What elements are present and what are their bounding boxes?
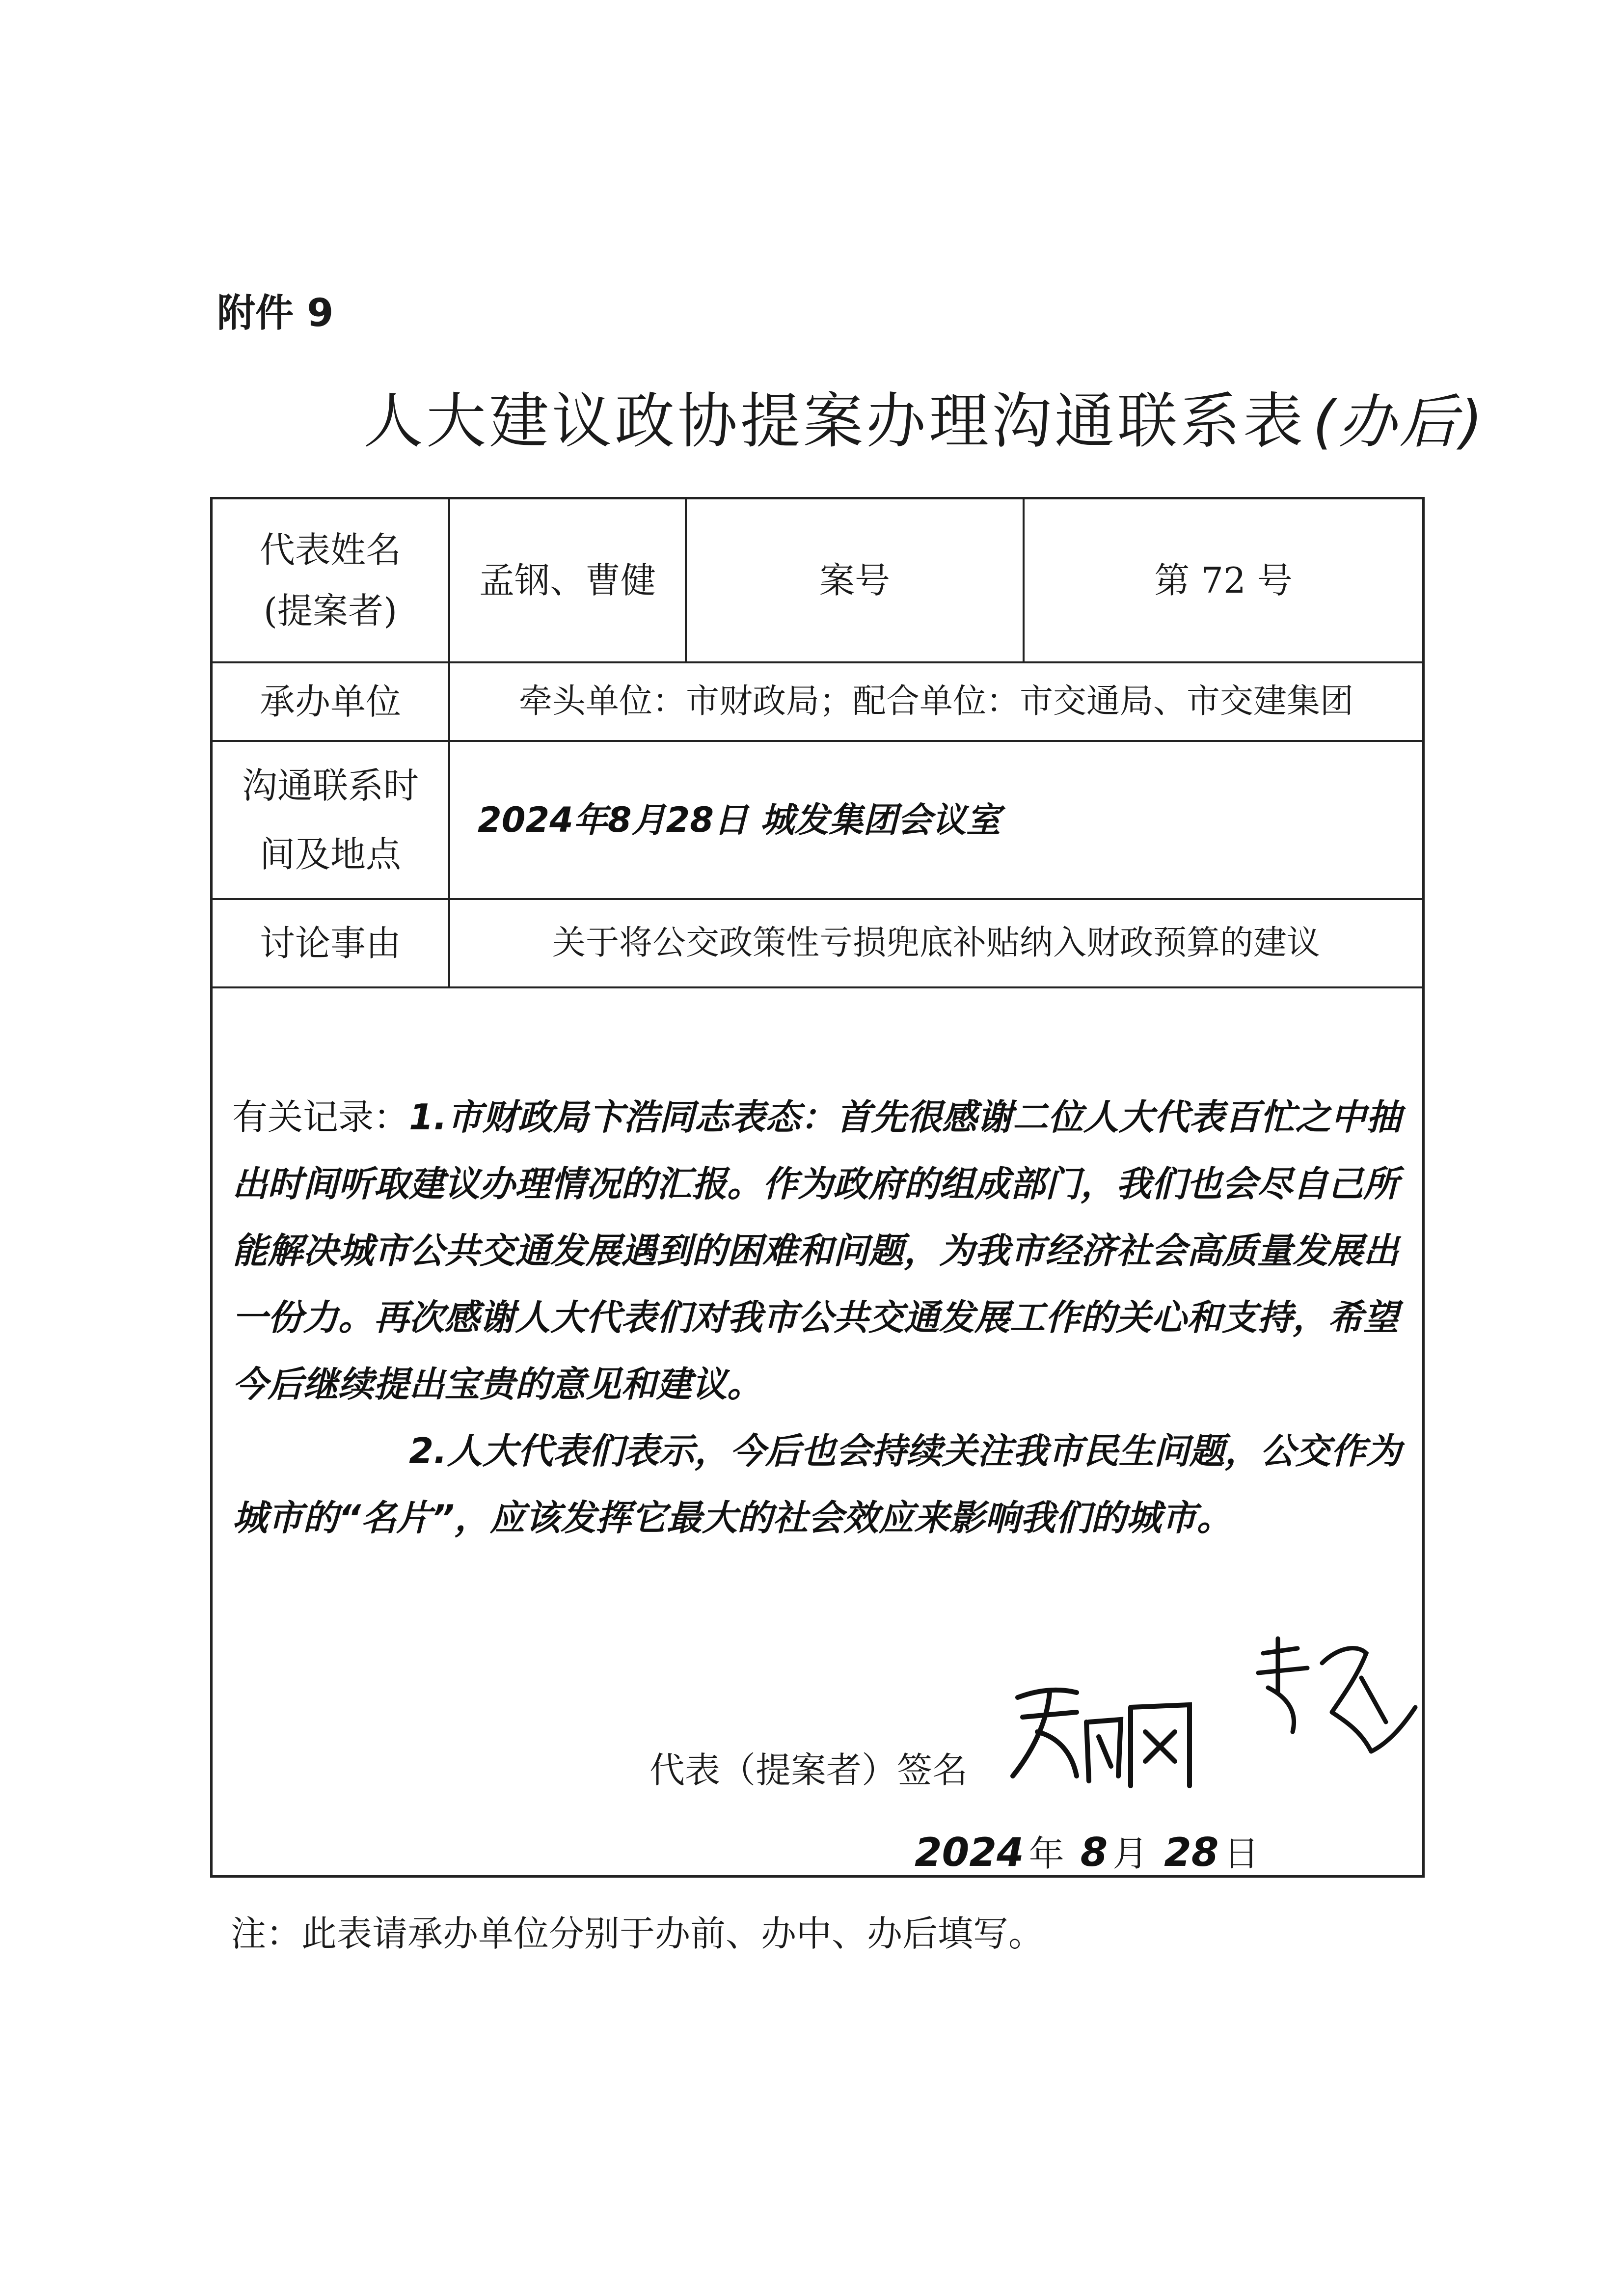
rep-name-label: 代表姓名 [259,529,401,571]
attachment-label: 附件 9 [217,291,334,335]
form-title-text: 人大建议政协提案办理沟通联系表 [363,386,1306,456]
comm-time-place-label-cell [213,742,448,898]
signature-label: 代表（提案者）签名 [649,1749,968,1791]
dept-label: 承办单位 [259,681,401,722]
comm-time-place-value: 2024年8月28日 城发集团会议室 [478,800,1001,840]
rep-name-value: 孟钢、曹健 [479,560,656,601]
form-title-handwritten-note: (办后) [1313,388,1486,456]
rep-name-label-sub: (提案者) [263,590,398,631]
record-paragraph-1-text: 1.市财政局卞浩同志表态：首先很感谢二位人大代表百忙之中抽出时间听取建议办理情况的汇报。作为政府的组成部门，我们也会尽自己所能解决城市公共交通发展遇到的困难和问题，为我市经济社会高质量发展出一份力。再次感谢人大代表们对我市公共交通发展工作的关心和支持，希望今后继续提出宝贵的意见和建议。 [232,1096,1402,1405]
record-paragraph-2: 2.人大代表们表示，今后也会持续关注我市民生问题，公交作为城市的“名片”，应该发挥它最大的社会效应来影响我们的城市。 [232,1430,1402,1538]
date-day: 28 [1164,1830,1219,1875]
date-month-unit: 月 [1112,1833,1148,1874]
date-year-unit: 年 [1028,1833,1064,1874]
date-month: 8 [1080,1830,1108,1875]
signature-caojian [1248,1634,1425,1781]
communication-form-table [210,497,1425,1878]
case-no-value: 第 72 号 [1154,560,1293,601]
footnote: 注：此表请承办单位分别于办前、办中、办后填写。 [231,1913,1044,1954]
comm-time-place-label-sub: 间及地点 [259,834,401,875]
date-day-unit: 日 [1223,1833,1259,1874]
topic-label: 讨论事由 [259,923,401,964]
record-label: 有关记录： [232,1096,409,1138]
topic-value: 关于将公交政策性亏损兜底补贴纳入财政预算的建议 [552,924,1320,962]
rep-name-label-cell [213,499,448,661]
case-no-label: 案号 [819,560,890,601]
comm-time-place-label: 沟通联系时 [242,765,419,806]
record-paragraph-1 [232,1084,1410,1418]
dept-value: 牵头单位：市财政局；配合单位：市交通局、市交建集团 [518,682,1353,721]
meeting-record [232,1084,1410,1551]
signature-date [910,1825,1259,1876]
signature-mengang [1003,1678,1209,1796]
row-divider [213,986,1422,988]
form-title [363,373,1486,459]
date-year: 2024 [915,1830,1024,1875]
